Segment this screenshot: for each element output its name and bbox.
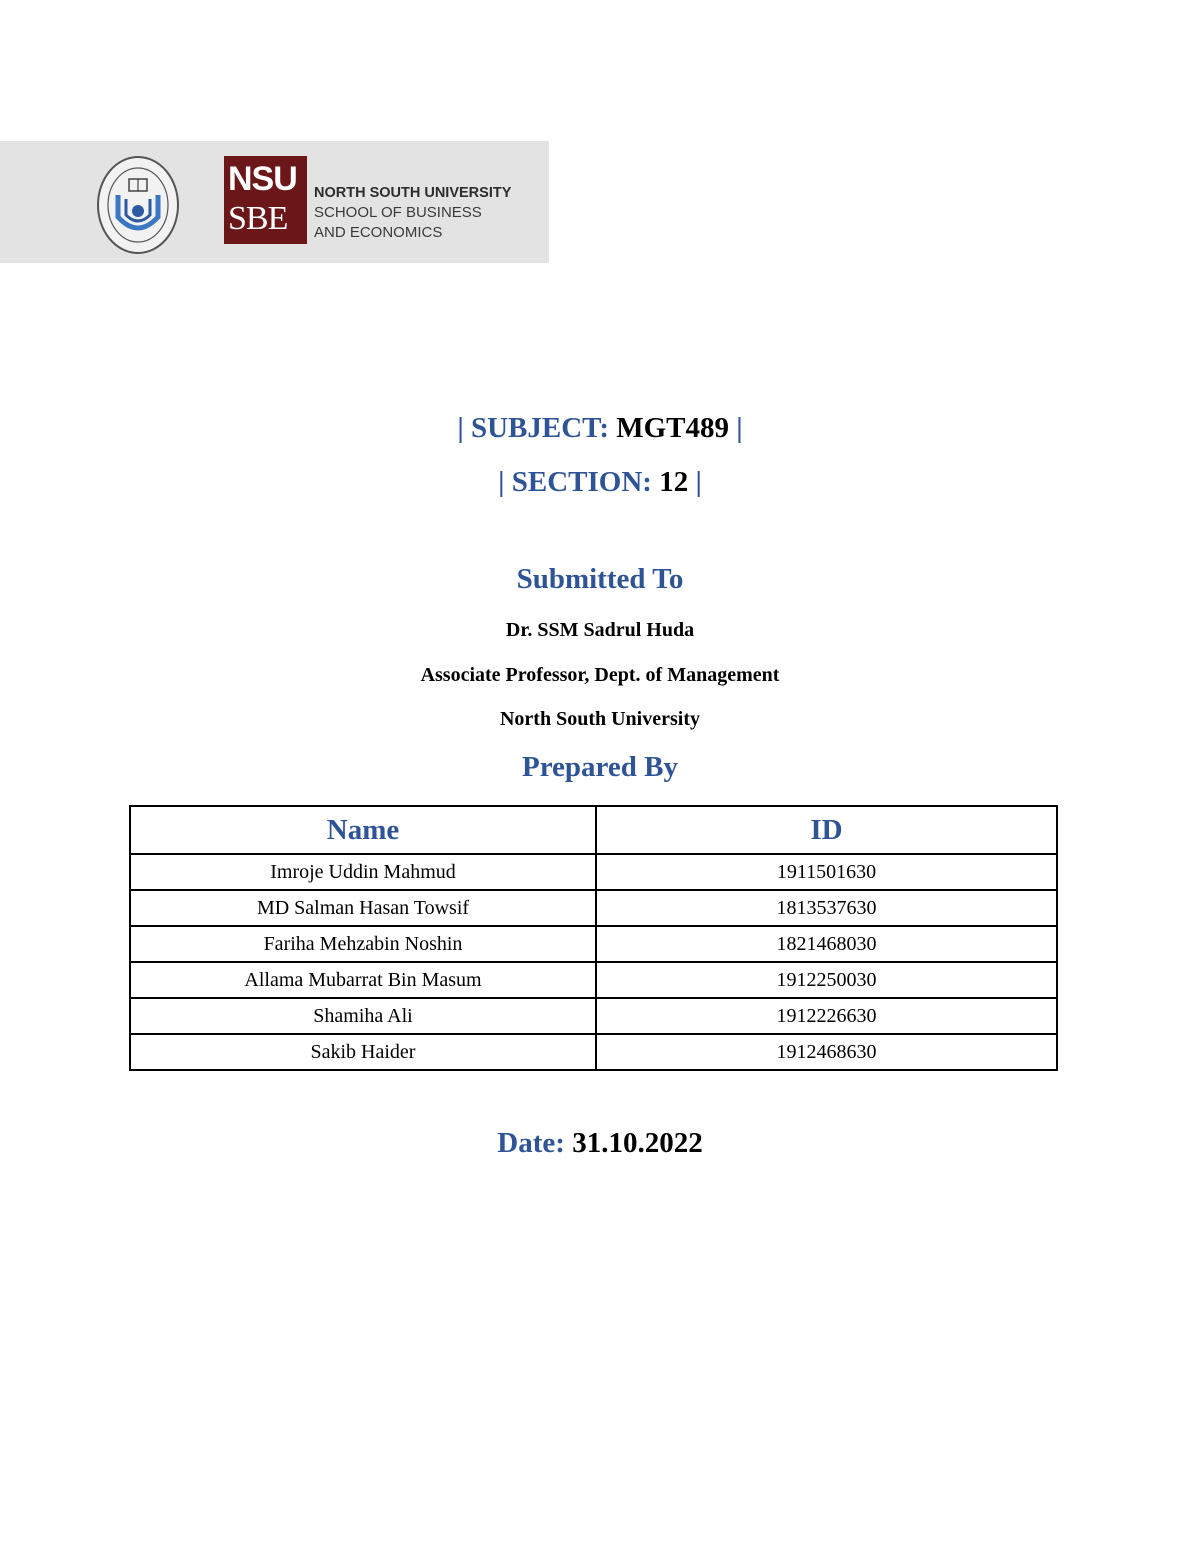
university-seal-logo [96,155,180,255]
school-name-line3: AND ECONOMICS [314,224,443,241]
table-row [130,1034,1057,1070]
table-row [130,854,1057,890]
supervisor-position: Associate Professor, Dept. of Management [420,664,780,686]
member-id: 1911501630 [596,854,1057,890]
member-name: Imroje Uddin Mahmud [130,854,596,890]
section-line [0,466,1200,499]
subject-end: | [729,412,743,444]
id-column-header: ID [596,806,1057,854]
member-name: MD Salman Hasan Towsif [130,890,596,926]
member-name: Sakib Haider [130,1034,596,1070]
members-table [129,805,1058,1071]
subject-line [0,412,1200,445]
member-name: Shamiha Ali [130,998,596,1034]
submitted-to-heading: Submitted To [516,563,684,595]
section-end: | [688,466,702,498]
school-name-line1: NORTH SOUTH UNIVERSITY [314,185,512,201]
date-value: 31.10.2022 [572,1127,703,1159]
nsu-logo-text: NSU [228,160,297,198]
member-id: 1813537630 [596,890,1057,926]
nsu-sbe-logo [224,156,307,244]
section-value: 12 [659,466,689,498]
member-id: 1821468030 [596,926,1057,962]
member-id: 1912226630 [596,998,1057,1034]
supervisor-name: Dr. SSM Sadrul Huda [505,619,695,641]
date-line [0,1127,1200,1160]
school-name [314,183,511,243]
table-row [130,998,1057,1034]
prepared-by-heading: Prepared By [521,751,678,783]
name-column-header: Name [130,806,596,854]
member-name: Allama Mubarrat Bin Masum [130,962,596,998]
subject-value: MGT489 [616,412,730,444]
member-name: Fariha Mehzabin Noshin [130,926,596,962]
table-header-row [130,806,1057,854]
sbe-logo-text: SBE [228,200,288,237]
member-id: 1912468630 [596,1034,1057,1070]
table-row [130,926,1057,962]
logo-banner [0,141,549,263]
school-name-line2: SCHOOL OF BUSINESS [314,204,482,221]
date-label: Date: [497,1127,573,1159]
member-id: 1912250030 [596,962,1057,998]
table-row [130,962,1057,998]
subject-label: | SUBJECT: [457,412,617,444]
supervisor-institution: North South University [499,708,700,730]
table-row [130,890,1057,926]
section-label: | SECTION: [498,466,660,498]
